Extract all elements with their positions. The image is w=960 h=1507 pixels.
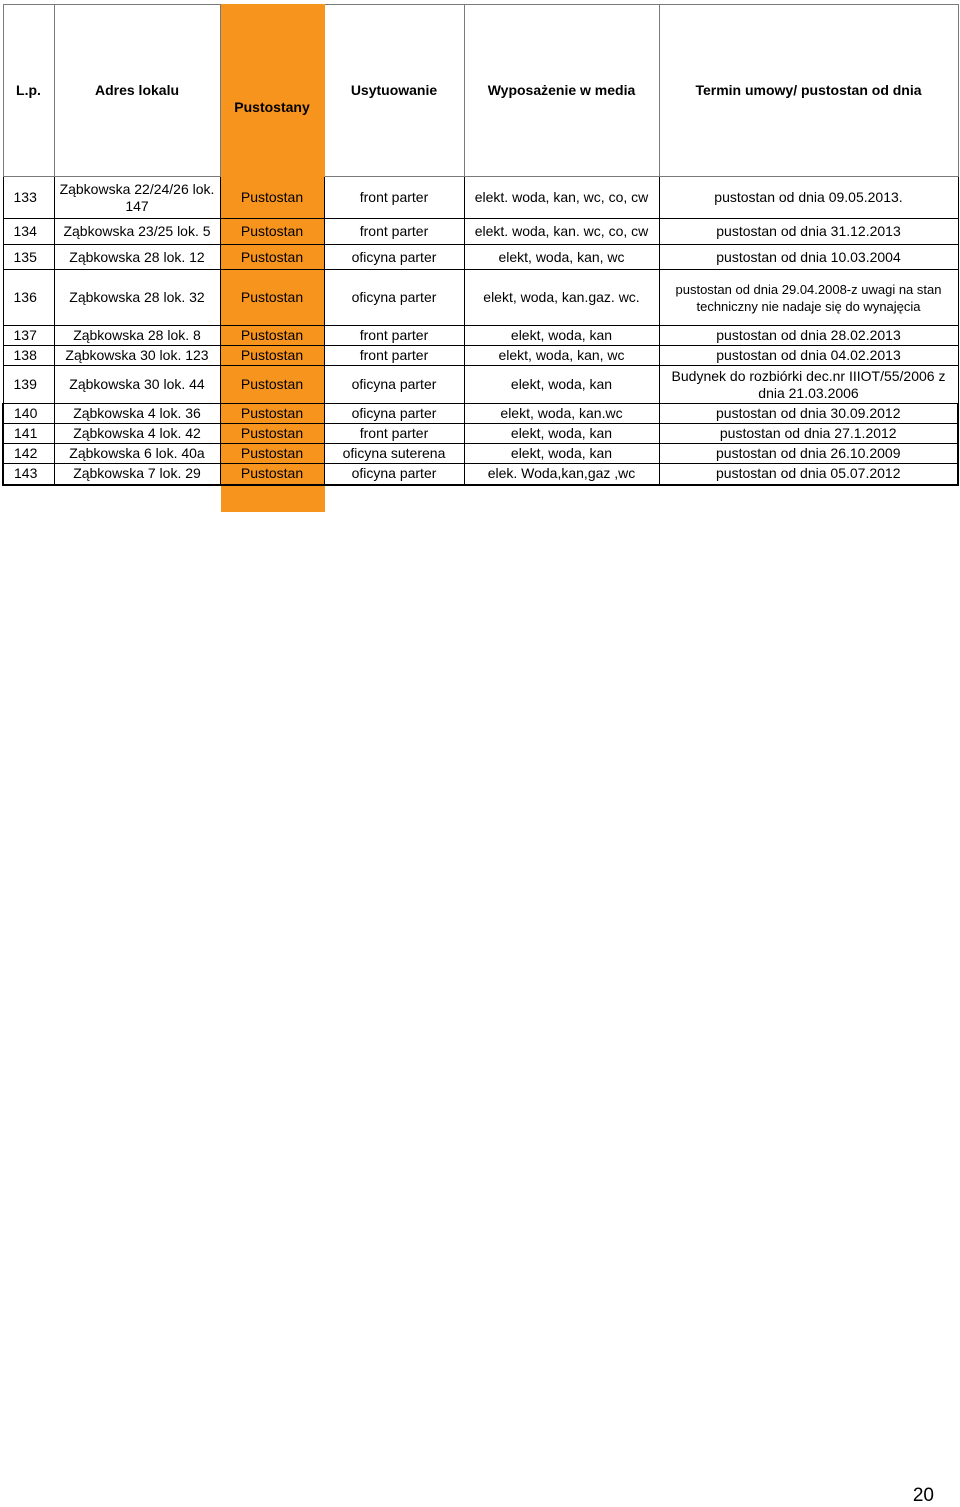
header-lp: L.p. [3,5,54,177]
table-row [3,177,958,219]
cell-usytuowanie: oficyna parter [324,404,464,424]
cell-media: elekt, woda, kan, wc [464,346,659,366]
table-row [3,270,958,326]
header-wyposazenie: Wyposażenie w media [464,5,659,177]
cell-status: Pustostan [220,270,324,326]
cell-termin: pustostan od dnia 27.1.2012 [659,424,958,444]
cell-media: elekt, woda, kan [464,424,659,444]
cell-termin: pustostan od dnia 05.07.2012 [659,464,958,485]
cell-adres: Ząbkowska 28 lok. 12 [54,245,220,270]
cell-termin: pustostan od dnia 31.12.2013 [659,219,958,245]
cell-media: elekt, woda, kan [464,366,659,404]
table-row [3,245,958,270]
cell-usytuowanie: oficyna suterena [324,444,464,464]
cell-termin: pustostan od dnia 29.04.2008-z uwagi na stan techniczny nie nadaje się do wynajęcia [659,270,958,326]
cell-status: Pustostan [220,424,324,444]
cell-adres: Ząbkowska 7 lok. 29 [54,464,220,485]
cell-usytuowanie: oficyna parter [324,245,464,270]
table-row [3,424,958,444]
cell-media: elekt. woda, kan. wc, co, cw [464,219,659,245]
cell-adres: Ząbkowska 4 lok. 36 [54,404,220,424]
cell-adres: Ząbkowska 30 lok. 44 [54,366,220,404]
cell-usytuowanie: front parter [324,346,464,366]
cell-adres: Ząbkowska 4 lok. 42 [54,424,220,444]
table-header-row [3,5,958,177]
cell-media: elekt, woda, kan [464,444,659,464]
table-row [3,366,958,404]
cell-adres: Ząbkowska 22/24/26 lok. 147 [54,177,220,219]
cell-adres: Ząbkowska 6 lok. 40a [54,444,220,464]
cell-status: Pustostan [220,464,324,485]
cell-lp: 140 [3,404,54,424]
table-row [3,464,958,485]
cell-media: elekt, woda, kan [464,326,659,346]
cell-adres: Ząbkowska 28 lok. 8 [54,326,220,346]
cell-lp: 134 [3,219,54,245]
cell-lp: 136 [3,270,54,326]
cell-termin: pustostan od dnia 09.05.2013. [659,177,958,219]
cell-usytuowanie: oficyna parter [324,464,464,485]
cell-lp: 141 [3,424,54,444]
header-pustostany-label: Pustostany [234,99,310,115]
cell-termin: pustostan od dnia 04.02.2013 [659,346,958,366]
cell-status: Pustostan [220,346,324,366]
cell-status: Pustostan [220,219,324,245]
cell-adres: Ząbkowska 23/25 lok. 5 [54,219,220,245]
cell-termin: Budynek do rozbiórki dec.nr IIIOT/55/2006 z dnia 21.03.2006 [659,366,958,404]
cell-status: Pustostan [220,326,324,346]
cell-lp: 138 [3,346,54,366]
cell-usytuowanie: front parter [324,219,464,245]
cell-status: Pustostan [220,444,324,464]
cell-status: Pustostan [220,404,324,424]
cell-lp: 135 [3,245,54,270]
cell-status: Pustostan [220,245,324,270]
cell-media: elekt, woda, kan.wc [464,404,659,424]
cell-usytuowanie: front parter [324,177,464,219]
cell-media: elekt, woda, kan, wc [464,245,659,270]
cell-usytuowanie: oficyna parter [324,366,464,404]
page-number: 20 [912,1485,934,1506]
table-row [3,404,958,424]
cell-status: Pustostan [220,366,324,404]
cell-termin: pustostan od dnia 26.10.2009 [659,444,958,464]
vacant-units-table [2,4,959,486]
cell-lp: 139 [3,366,54,404]
header-termin: Termin umowy/ pustostan od dnia [659,5,958,177]
header-adres: Adres lokalu [54,5,220,177]
cell-lp: 133 [3,177,54,219]
table-row [3,219,958,245]
cell-status: Pustostan [220,177,324,219]
cell-media: elek. Woda,kan,gaz ,wc [464,464,659,485]
cell-lp: 137 [3,326,54,346]
table-row [3,444,958,464]
cell-media: elekt. woda, kan, wc, co, cw [464,177,659,219]
header-usytuowanie: Usytuowanie [324,5,464,177]
cell-termin: pustostan od dnia 28.02.2013 [659,326,958,346]
table-row [3,346,958,366]
cell-lp: 142 [3,444,54,464]
header-pustostany [220,5,324,177]
cell-adres: Ząbkowska 30 lok. 123 [54,346,220,366]
cell-usytuowanie: oficyna parter [324,270,464,326]
table-row [3,326,958,346]
cell-usytuowanie: front parter [324,326,464,346]
cell-termin: pustostan od dnia 30.09.2012 [659,404,958,424]
cell-usytuowanie: front parter [324,424,464,444]
cell-termin: pustostan od dnia 10.03.2004 [659,245,958,270]
cell-adres: Ząbkowska 28 lok. 32 [54,270,220,326]
cell-media: elekt, woda, kan.gaz. wc. [464,270,659,326]
cell-lp: 143 [3,464,54,485]
